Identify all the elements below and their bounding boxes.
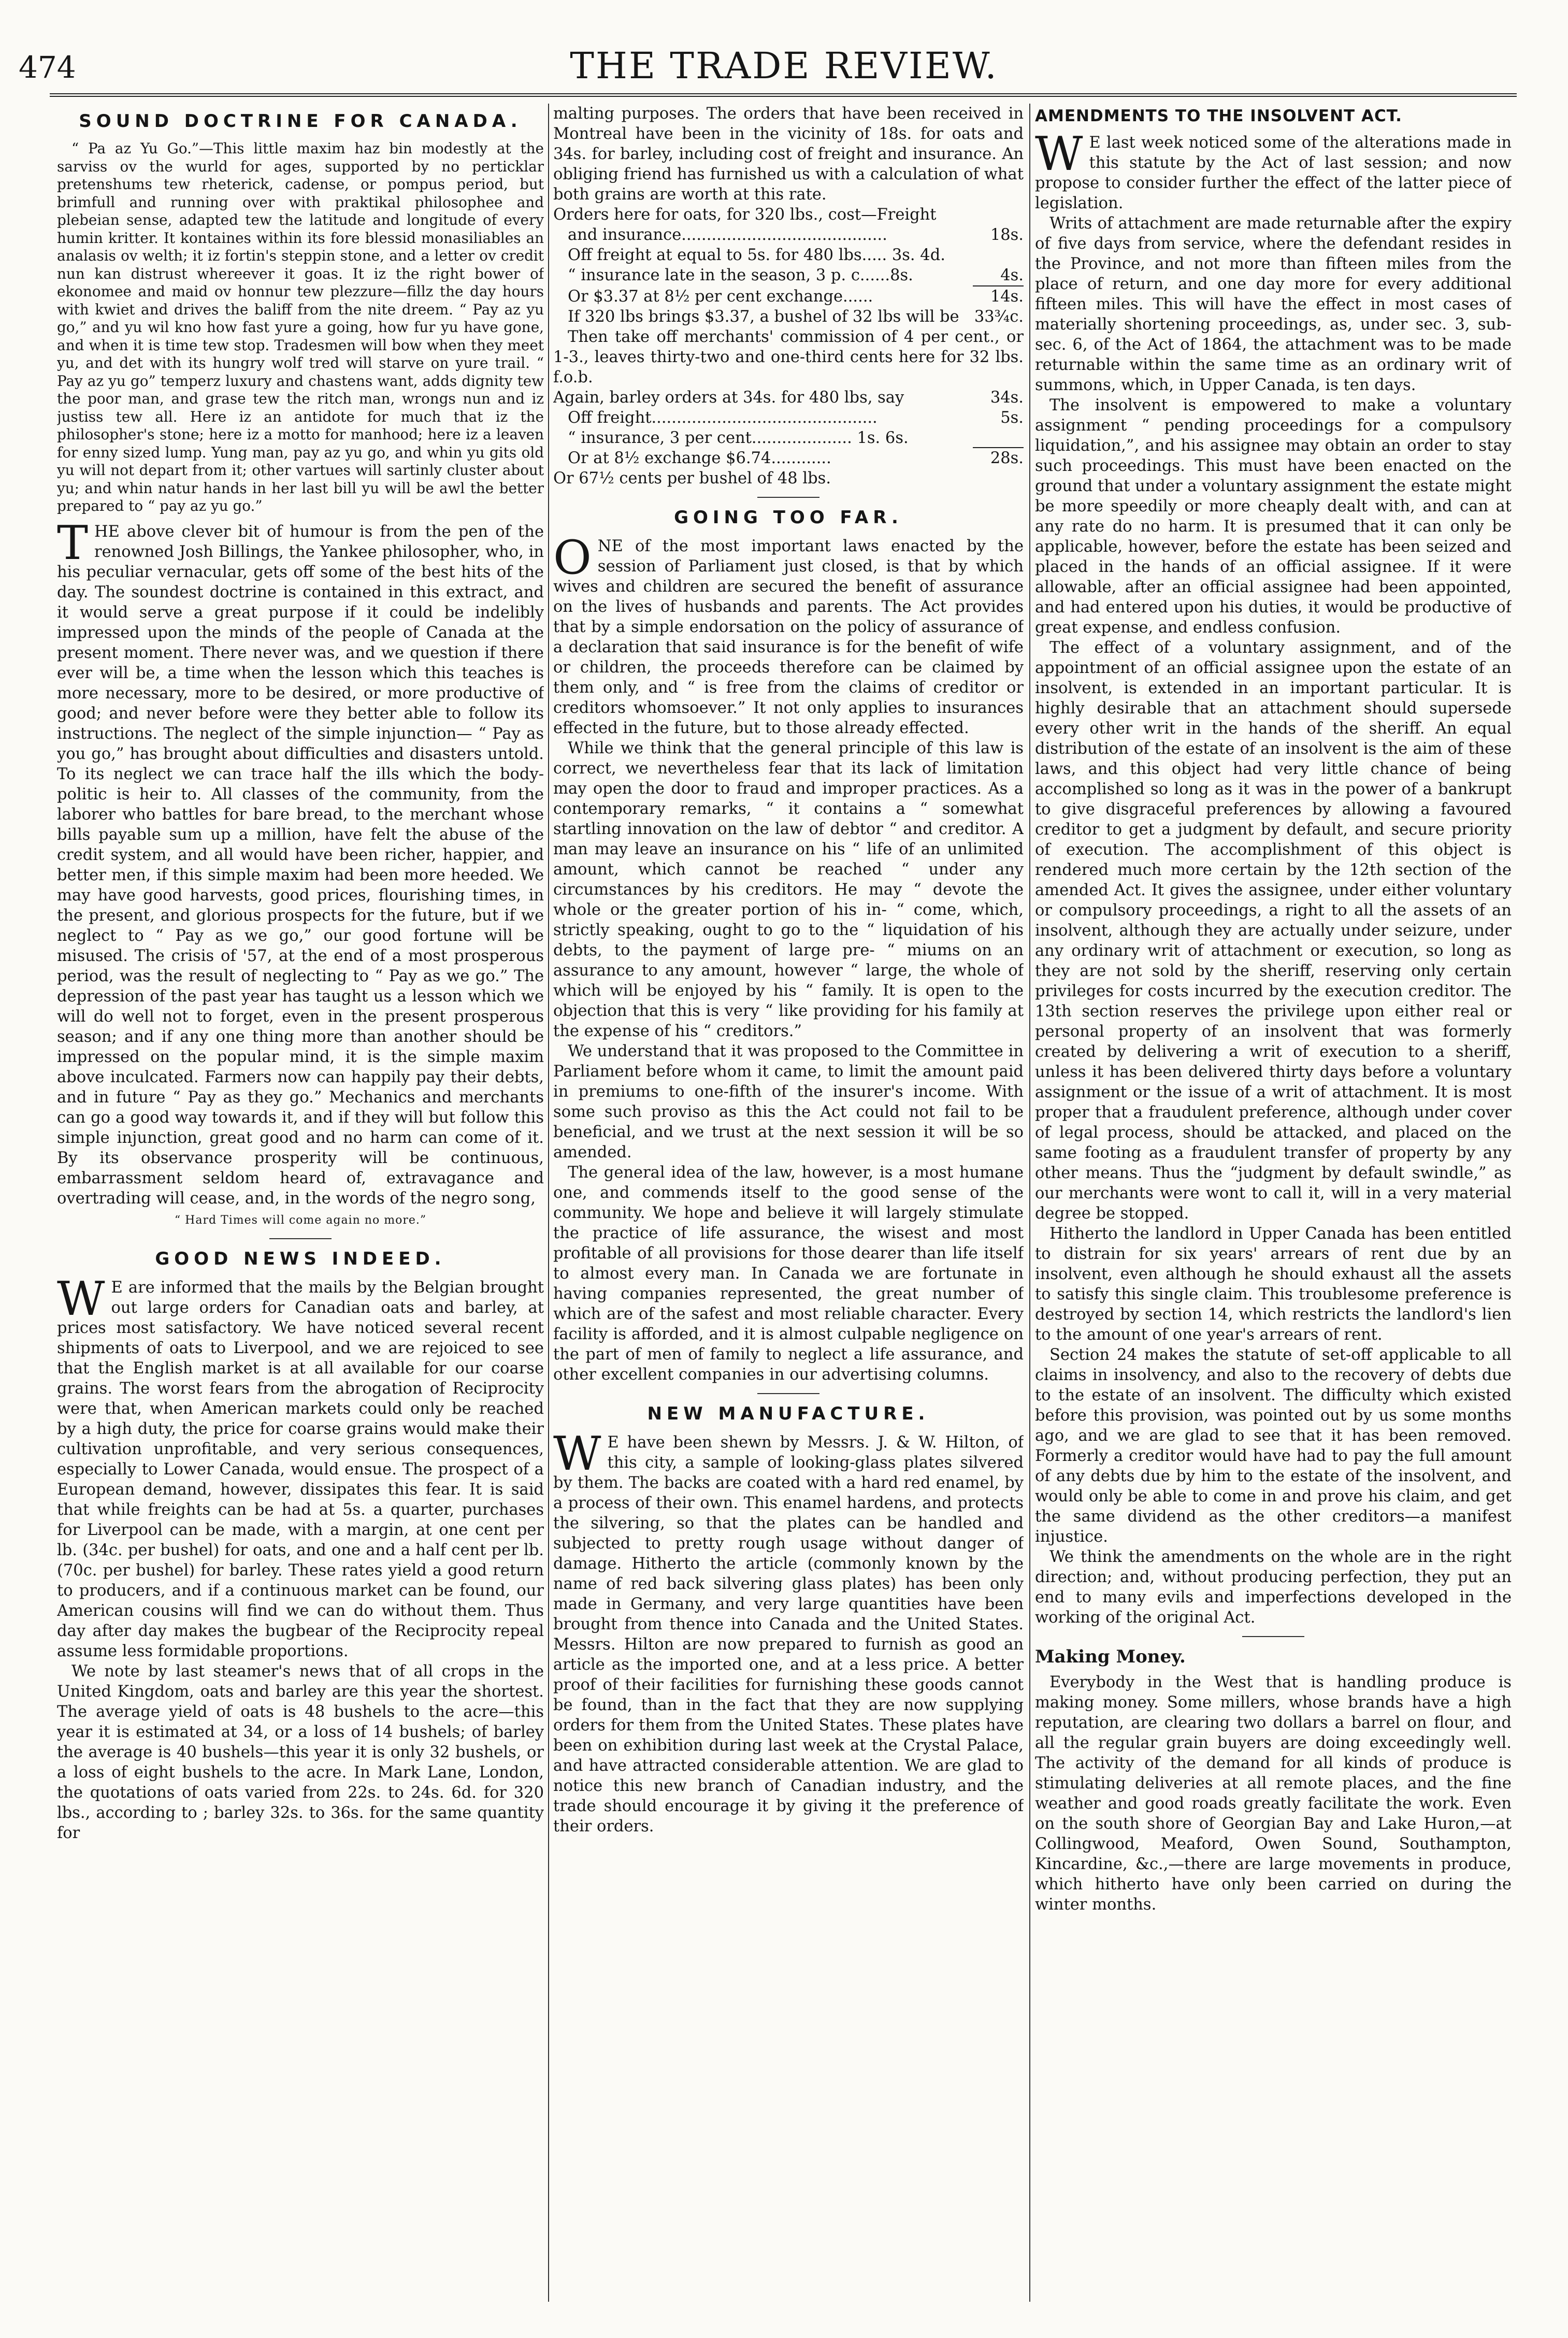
column-rule-2 — [1029, 104, 1030, 2302]
table-row — [553, 428, 1024, 448]
table-row-value — [973, 205, 1024, 225]
making-money-paragraph: Everybody in the West that is handling produce is making money. Some millers, whose brands have a high reputation, are clearing two dollars a barrel on flour, and all the regular grain buyers are doing exceedingly well. The activity of the demand for all kinds of produce is stimulating deliveries at all remote places, and the fine weather and good roads greatly facilitate the work. Even on the south shore of Georgian Bay and Lake Huron,—at Collingwood, Meaford, Owen Sound, Southampton, Kincardine, &c.,—there are large movements in produce, which hitherto have only been carried on during the winter months. — [1035, 1673, 1512, 1914]
good-news-paragraph: malting purposes. The orders that have been received in Montreal have been in the vicinity of 18s. for oats and 34s. for barley, including cost of freight and insurance. An obliging friend has furnished us with a calculation of what both grains are worth at this rate. — [553, 105, 1024, 204]
drop-letter: W — [57, 1271, 105, 1326]
sound-doctrine-body: THE above clever bit of humour is from the pen of the renowned Josh Billings, the Yankee philosopher, who, in his peculiar vernacular, gets off some of the best hits of the day. The soundest doctrine is contained in this extract, and it would serve a great purpose if it could be indelibly impressed upon the minds of the people of Canada at the present moment. There never was, and we question if there ever will be, a time when the lesson which this teaches is more necessary, more to be desired, or more productive of good; and never before were they better able to follow its instructions. The neglect of the simple injunction— “ Pay as you go,” has brought about difficulties and disasters untold. To its neglect we can trace half the ills which the body-politic is heir to. All classes of the community, from the laborer who battles for bare bread, to the merchant whose bills payable sum up a million, have felt the abuse of the credit system, and all would have been richer, happier, and better men, if this simple maxim had been more heeded. We may have good harvests, good prices, flourishing times, in the present, and glorious prospects for the future, but if we neglect to “ Pay as we go,” our good fortune will be misused. The crisis of '57, at the end of a most prosperous period, was the result of neglecting to “ Pay as we go.” The depression of the past year has taught us a lesson which we will do well not to forget, even in the present prosperous season; and if any one thing more than another should be impressed on the popular mind, it is the simple maxim above inculcated. Farmers now can happily pay their debts, and in future “ Pay as they go.” Mechanics and merchants can go a good way towards it, and if they will but follow this simple injunction, great good and no harm can come of it. By its observance prosperity will be continuous, embarrassment seldom heard of, extravagance and overtrading will cease, and, in the words of the negro song, — [57, 515, 544, 1208]
table-row-value: 18s. — [990, 226, 1024, 244]
column-1 — [57, 104, 544, 2302]
amendments-body: W E last week noticed some of the alterations made in this statute by the Act of last session; and now propose to consider further the effect of the latter piece of legislation. — [1035, 127, 1512, 212]
table-row — [553, 265, 1024, 286]
column-2 — [553, 104, 1024, 2302]
table-row-value — [973, 245, 1024, 265]
table-row-label: “ insurance late in the season, 3 p. c......8s. — [568, 266, 913, 284]
drop-letter: W — [553, 1427, 601, 1481]
table-row-label: Off freight at equal to 5s. for 480 lbs..... 3s. 4d. — [568, 246, 945, 264]
going-too-far-paragraph: The general idea of the law, however, is a most humane one, and commends itself to the good sense of the community. We hope and believe it will largely stimulate the practice of life assurance, the wisest and most profitable of all provisions for those dearer than life itself to almost every man. In Canada we are fortunate in having companies represented, the great number of which are of the safest and most reliable character. Every facility is afforded, and it is almost culpable negligence on the part of men of family to neglect a life assurance, and other excellent companies in our advertising columns. — [553, 1164, 1024, 1384]
amendments-paragraph: The insolvent is empowered to make a voluntary assignment “ pending proceedings for a compulsory liquidation,”, and his assignee may obtain an order to stay such proceedings. This must have been enacted on the ground that under a voluntary assignment the estate might be more speedily or more cheaply dealt with, and can at any rate do no harm. It is presumed that it can only be applicable, however, before the estate has been seized and placed in the hands of an official assignee. If it were allowable, after an official assignee had been appointed, and had entered upon his duties, it would be productive of great expense, and endless confusion. — [1035, 396, 1512, 637]
article-heading-new-manufacture: NEW MANUFACTURE. — [647, 1403, 930, 1424]
table-row-label: and insurance......................................... — [568, 226, 887, 244]
barley-calculation-table — [553, 388, 1024, 468]
drop-letter: T — [57, 515, 89, 570]
section-divider — [757, 1393, 819, 1394]
table-row — [553, 388, 1024, 408]
table-row-label: Or at 8½ exchange $6.74............ — [568, 449, 831, 467]
drop-letter: W — [1035, 127, 1083, 181]
table-row-value: 5s. — [1000, 409, 1024, 427]
section-divider — [269, 1238, 332, 1239]
table-row-label: Again, barley orders at 34s. for 480 lbs, say — [553, 389, 904, 407]
good-news-body: W E are informed that the mails by the Belgian brought out large orders for Canadian oats and barley, at prices most satisfactory. We have noticed several recent shipments of oats to Liverpool, and we are rejoiced to see that the English market is at all available for our coarse grains. The worst fears from the abrogation of Reciprocity were that, when American markets could only be reached by a high duty, the price for coarse grains would make their cultivation unprofitable, and very serious consequences, especially to Lower Canada, would ensue. The prospect of a European demand, however, dissipates this fear. It is said that while freights can be had at 5s. a quarter, purchases for Liverpool can be made, with a margin, at one cent per lb. (34c. per bushel) for oats, and one and a half cent per lb. (70c. per bushel) for barley. These rates yield a good return to producers, and if a continuous market can be found, our American cousins will find we can do without them. Thus day after day makes the bugbear of the Reciprocity repeal assume less formidable proportions. — [57, 1271, 544, 1660]
good-news-paragraph: Or 67½ cents per bushel of 48 lbs. — [553, 469, 831, 487]
table-row-value: 34s. — [990, 389, 1024, 407]
table-row — [553, 205, 1024, 225]
table-row — [553, 225, 1024, 245]
table-row-label: If 320 lbs brings $3.37, a bushel of 32 lbs will be — [568, 308, 959, 326]
column-rule-1 — [548, 104, 549, 2302]
running-title: THE TRADE REVIEW. — [570, 45, 998, 87]
table-row — [553, 286, 1024, 307]
table-row-value: 4s. — [973, 265, 1024, 286]
amendments-paragraph: Section 24 makes the statute of set-off applicable to all claims in insolvency, and also to the recovery of debts due to the estate of an insolvent. The difficulty which existed before this provision, was pointed out by us some months ago, and we are glad to see that it has been removed. Formerly a creditor would have had to pay the full amount of any debts due by him to the estate of the insolvent, and would only be able to come in and prove his claim, and get the same dividend as the other creditors—a manifest injustice. — [1035, 1346, 1512, 1546]
table-row — [553, 448, 1024, 468]
going-too-far-body: ONE of the most important laws enacted by the session of Parliament just closed, is that by which wives and children are secured the benefit of assurance on the lives of husbands and parents. The Act provides that by a simple endorsation on the policy of assurance of a declaration that said insurance is for the benefit of wife or children, the proceeds therefore can be claimed by them only, and “ is free from the claims of creditor or creditors whomsoever.” It not only applies to insurances effected in the future, but to those already effected. — [553, 530, 1024, 737]
article-heading-sound-doctrine: SOUND DOCTRINE FOR CANADA. — [79, 111, 522, 132]
table-row-value: 28s. — [990, 449, 1024, 467]
table-row-value: 33¾c. — [974, 308, 1024, 326]
new-manufacture-body: W E have been shewn by Messrs. J. & W. Hilton, of this city, a sample of looking-glass plates silvered by them. The backs are coated with a hard red enamel, by a process of their own. This enamel hardens, and protects the silvering, so that the plates can be handled and subjected to pretty rough usage without danger of damage. Hitherto the article (commonly known by the name of red back silvering glass plates) has been only made in Germany, and very large quantities have been brought from thence into Canada and the United States. Messrs. Hilton are now prepared to furnish as good an article as the imported one, and at a less price. A better proof of their facilities for furnishing these goods cannot be found, than in the fact that they are now supplying orders for them from the United States. These plates have been on exhibition during last week at the Crystal Palace, and have attracted considerable attention. We are glad to notice this new branch of Canadian industry, and the trade should encourage it by giving it the preference of their orders. — [553, 1427, 1024, 1835]
table-row-label: Or $3.37 at 8½ per cent exchange...... — [568, 288, 873, 306]
amendments-paragraph: The effect of a voluntary assignment, and of the appointment of an official assignee upon the estate of an insolvent, is extended in an important particular. It is highly desirable that an attachment should supersede every other writ in the hands of the sheriff. An equal distribution of the estate of an insolvent is the aim of these laws, and this object had very little chance of being accomplished so long as it was in the power of a bankrupt to give disgraceful preferences by allowing a favoured creditor to get a judgment by default, and secure priority of execution. The accomplishment of this object is rendered much more certain by the 12th section of the amended Act. It gives the assignee, under either voluntary or compulsory proceedings, a right to all the assets of an insolvent, although they are actually under seizure, under any ordinary writ of attachment or execution, so long as they are not sold by the sheriff, reserving only certain privileges for costs incurred by the execution creditor. The 13th section reserves the privilege upon either real or personal property of an insolvent that was formerly created by delivering a writ of execution to a sheriff, unless it has been delivered thirty days before a voluntary assignment or the issue of a writ of attachment. It is most proper that a fraudulent preference, although under cover of legal process, should be attacked, and placed on the same footing as a fraudulent transfer of property by any other means. Thus the “judgment by default swindle,” as our merchants were wont to call it, will in a very material degree be stopped. — [1035, 639, 1512, 1223]
going-too-far-paragraph: While we think that the general principle of this law is correct, we nevertheless fear that its lack of limitation may open the door to fraud and improper practices. As a contemporary remarks, “ it contains a “ somewhat startling innovation on the law of debtor “ and creditor. A man may leave an insurance on his “ life of an unlimited amount, which cannot be reached “ under any circumstances by his creditors. He may “ devote the whole or the greater portion of his in- “ come, which, strictly speaking, ought to go to the “ liquidation of his debts, to the payment of large pre- “ miums on an assurance to any amount, however “ large, the whole of which will be enjoyed by his “ family. It is open to the objection that this is very “ like providing for his family at the expense of his “ creditors.” — [553, 739, 1024, 1040]
table-row-label: Orders here for oats, for 320 lbs., cost—Freight — [553, 206, 937, 224]
table-row-label: Off freight............................................. — [568, 409, 877, 427]
article-heading-amendments: AMENDMENTS TO THE INSOLVENT ACT. — [1035, 107, 1402, 125]
amendments-paragraph: Writs of attachment are made returnable after the expiry of five days from service, where the defendant resides in the Province, and not more than fifteen miles from the place of return, and one day more for every additional fifteen miles. This will have the effect in most cases of materially shortening proceedings, as, under sec. 3, sub-sec. 6, of the Act of 1864, the attachment was to be made returnable within the same time as an ordinary writ of summons, which, in Upper Canada, is ten days. — [1035, 214, 1512, 394]
table-row — [553, 245, 1024, 265]
good-news-paragraph: Then take off merchants' commission of 4 per cent., or 1-3., leaves thirty-two and one-third cents here for 32 lbs. f.o.b. — [553, 328, 1024, 386]
section-divider — [757, 497, 819, 498]
header-rule — [50, 93, 1517, 97]
sound-doctrine-song-quote: “ Hard Times will come again no more.” — [174, 1213, 427, 1227]
going-too-far-paragraph: We understand that it was proposed to the Committee in Parliament before whom it came, to limit the amount paid in premiums to one-fifth of the insurer's income. With some such proviso as this the Act could not fail to be beneficial, and we trust at the next session it will be so amended. — [553, 1042, 1024, 1161]
amendments-paragraph: Hitherto the landlord in Upper Canada has been entitled to distrain for six years' arrears of rent due by an insolvent, even although he should exhaust all the assets to satisfy this single claim. This troublesome preference is destroyed by section 14, which restricts the landlord's lien to the amount of one year's arrears of rent. — [1035, 1225, 1512, 1344]
oats-calculation-table — [553, 205, 1024, 327]
amendments-paragraph: We think the amendments on the whole are in the right direction; and, without producing perfection, they put an end to many evils and imperfections developed in the working of the original Act. — [1035, 1548, 1512, 1627]
table-row — [553, 408, 1024, 428]
page-number: 474 — [19, 50, 76, 85]
section-divider — [1242, 1636, 1304, 1637]
table-row-value: 14s. — [990, 288, 1024, 306]
article-heading-making-money: Making Money. — [1035, 1646, 1186, 1667]
good-news-paragraph: We note by last steamer's news that of all crops in the United Kingdom, oats and barley are this year the shortest. The average yield of oats is 48 bushels to the acre—this year it is estimated at 34, or a loss of 14 bushels; of barley the average is 40 bushels—this year it is only 32 bushels, or a loss of eight bushels to the acre. In Mark Lane, London, the quotations of oats varied from 22s. to 24s. 6d. for 320 lbs., according to ; barley 32s. to 36s. for the same quantity for — [57, 1662, 544, 1842]
article-heading-going-too-far: GOING TOO FAR. — [674, 507, 903, 528]
table-row — [553, 307, 1024, 327]
column-3 — [1035, 104, 1512, 2302]
sound-doctrine-epigraph: “ Pa az Yu Go.”—This little maxim haz bin modestly at the sarviss ov the wurld for ages, supported by no perticklar pretenshums tew rheterick, cadense, or pompus period, but brimfull and running over with praktikal philosophee and plebeian sense, adapted tew the latitude and longitude of every humin kritter. It kontaines within its fore blessid monasiliables an analasis ov welth; it iz fortin's steppin stone, and a letter ov credit nun kan distrust whereever it goas. It iz the right bower of ekonomee and maid ov honnur tew plezzure—fillz the day hours with kwiet and drives the baliff from the nite dreem. “ Pay az yu go,” and yu wil kno how fast yure a going, how fur yu have gone, and when it is time tew stop. Tradesmen will bow when they meet yu, and det with its hungry wolf tred will starve on yure trail. “ Pay az yu go” temperz luxury and chastens want, adds dignity tew the poor man, and grase tew the ritch man, wrongs nun and iz justiss tew all. Here iz an antidote for much that iz the philosopher's stone; here iz a motto for manhood; here iz a leaven for enny sized lump. Yung man, pay az yu go, and whin yu gits old yu will not depart from it; other vartues will sartinly cluster about yu; and whin natur hands in her last bill yu will be awl the better prepared to “ pay az yu go.” — [57, 140, 544, 514]
article-heading-good-news: GOOD NEWS INDEED. — [155, 1248, 446, 1269]
table-row-label: “ insurance, 3 per cent.................... 1s. 6s. — [568, 429, 909, 447]
drop-letter: O — [553, 530, 592, 585]
table-row-value — [973, 428, 1024, 448]
